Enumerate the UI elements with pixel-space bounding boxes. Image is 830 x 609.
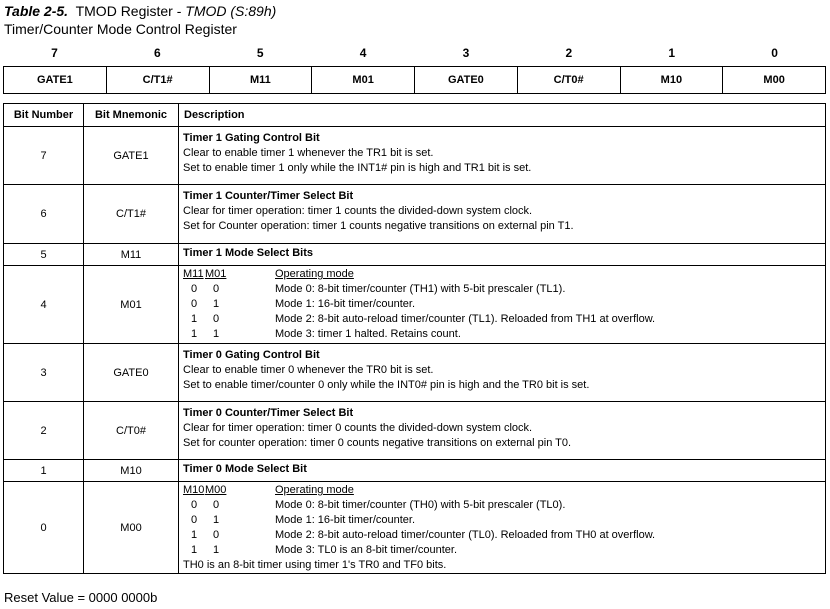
bit-number-cell: 6 bbox=[4, 185, 84, 244]
col-header-bit-number: Bit Number bbox=[4, 104, 84, 127]
mode-description: Mode 2: 8-bit auto-reload timer/counter (TL0). Reloaded from TH0 at overflow. bbox=[275, 529, 656, 541]
mode-bit-value: 0 bbox=[213, 529, 220, 541]
bit-number-cell: 1 bbox=[4, 460, 84, 482]
bit-mnemonic-cell: GATE0 bbox=[84, 344, 179, 402]
bit-number: 5 bbox=[256, 46, 264, 60]
register-name: TMOD Register - bbox=[75, 3, 186, 19]
mode-description: Mode 3: TL0 is an 8-bit timer/counter. bbox=[275, 544, 457, 556]
bit-number-cell: 0 bbox=[4, 482, 84, 574]
mode-description: Mode 0: 8-bit timer/counter (TH0) with 5-bit prescaler (TL0). bbox=[275, 499, 566, 511]
mode-bit-value: 1 bbox=[213, 298, 220, 310]
bit-number: 0 bbox=[771, 46, 778, 60]
mode-description: Mode 1: 16-bit timer/counter. bbox=[275, 298, 416, 310]
table-row bbox=[4, 185, 826, 244]
mode-row bbox=[183, 327, 821, 342]
bit-number: 3 bbox=[462, 46, 470, 60]
register-bit-cell: M00 bbox=[723, 67, 826, 94]
description-title: Timer 1 Gating Control Bit bbox=[183, 132, 320, 144]
mode-col-header: Operating mode bbox=[275, 484, 354, 496]
mode-bit-value: 1 bbox=[191, 529, 198, 541]
mode-row bbox=[183, 543, 821, 558]
register-bit-cell: M01 bbox=[312, 67, 415, 94]
description-line: Clear for timer operation: timer 0 counts the divided-down system clock. bbox=[183, 422, 533, 434]
bit-description-table bbox=[3, 103, 826, 574]
mode-row bbox=[183, 528, 821, 543]
table-title bbox=[4, 3, 276, 19]
mode-col-header: Operating mode bbox=[275, 268, 354, 280]
bit-mnemonic-cell: GATE1 bbox=[84, 127, 179, 185]
description-note: TH0 is an 8-bit timer using timer 1's TR0 and TF0 bits. bbox=[183, 559, 447, 571]
mode-row bbox=[183, 498, 821, 513]
bit-number: 6 bbox=[153, 46, 161, 60]
description-line: Set to enable timer 1 only while the INT1# pin is high and TR1 bit is set. bbox=[183, 162, 532, 174]
table-row bbox=[4, 244, 826, 266]
register-bit-cell: C/T0# bbox=[517, 67, 620, 94]
bit-number-cell: 2 bbox=[4, 402, 84, 460]
register-bit-row bbox=[4, 67, 826, 94]
mode-bit-value: 1 bbox=[191, 544, 198, 556]
register-bit-cell: M10 bbox=[620, 67, 723, 94]
bit-mnemonic-cell: M00 bbox=[84, 482, 179, 574]
reset-value: Reset Value = 0000 0000b bbox=[4, 590, 158, 605]
col-header-description: Description bbox=[179, 104, 826, 127]
table-row bbox=[4, 344, 826, 402]
bit-mnemonic-cell: C/T1# bbox=[84, 185, 179, 244]
register-bit-cell: C/T1# bbox=[106, 67, 209, 94]
bit-mnemonic-cell: M01 bbox=[84, 266, 179, 344]
mode-bit-value: 0 bbox=[191, 298, 198, 310]
mode-bit-value: 0 bbox=[213, 313, 220, 325]
bit-mnemonic-cell: C/T0# bbox=[84, 402, 179, 460]
description-title: Timer 1 Mode Select Bits bbox=[183, 247, 314, 259]
mode-bit-value: 1 bbox=[191, 328, 198, 340]
description-title: Timer 0 Gating Control Bit bbox=[183, 349, 320, 361]
register-ident: TMOD (S:89h) bbox=[185, 3, 277, 19]
bit-mnemonic-cell: M11 bbox=[84, 244, 179, 266]
mode-table-header bbox=[183, 267, 821, 282]
mode-bit-value: 1 bbox=[191, 313, 198, 325]
table-row bbox=[4, 127, 826, 185]
mode-col-header: M00 bbox=[205, 484, 227, 496]
mode-row bbox=[183, 297, 821, 312]
mode-description: Mode 3: timer 1 halted. Retains count. bbox=[275, 328, 461, 340]
bit-number: 1 bbox=[668, 46, 676, 60]
table-row bbox=[4, 460, 826, 482]
description-title: Timer 0 Mode Select Bit bbox=[183, 463, 307, 475]
description-cell bbox=[179, 344, 826, 402]
table-subtitle: Timer/Counter Mode Control Register bbox=[4, 21, 237, 37]
register-bit-cell: M11 bbox=[209, 67, 312, 94]
bit-number-row bbox=[3, 44, 826, 64]
mode-description: Mode 0: 8-bit timer/counter (TH1) with 5-bit prescaler (TL1). bbox=[275, 283, 566, 295]
mode-bit-value: 0 bbox=[191, 283, 198, 295]
bit-number: 2 bbox=[565, 46, 573, 60]
description-cell bbox=[179, 460, 826, 482]
mode-bit-value: 1 bbox=[213, 544, 220, 556]
bit-number-cell: 4 bbox=[4, 266, 84, 344]
bit-mnemonic-cell: M10 bbox=[84, 460, 179, 482]
mode-col-header: M01 bbox=[205, 268, 227, 280]
mode-bit-value: 1 bbox=[213, 514, 220, 526]
description-cell bbox=[179, 185, 826, 244]
description-cell bbox=[179, 127, 826, 185]
table-row bbox=[4, 266, 826, 344]
mode-description: Mode 1: 16-bit timer/counter. bbox=[275, 514, 416, 526]
header-row bbox=[4, 104, 826, 127]
bit-number: 4 bbox=[359, 46, 367, 60]
mode-bit-value: 0 bbox=[213, 283, 220, 295]
bit-number: 7 bbox=[51, 46, 58, 60]
mode-bit-value: 0 bbox=[191, 514, 198, 526]
description-title: Timer 1 Counter/Timer Select Bit bbox=[183, 190, 354, 202]
description-cell bbox=[179, 482, 826, 574]
description-line: Set for Counter operation: timer 1 counts negative transitions on external pin T1. bbox=[183, 220, 574, 232]
description-line: Set to enable timer/counter 0 only while the INT0# pin is high and the TR0 bit is set. bbox=[183, 379, 590, 391]
register-bit-cell: GATE1 bbox=[4, 67, 107, 94]
mode-bit-value: 0 bbox=[213, 499, 220, 511]
mode-row bbox=[183, 513, 821, 528]
mode-row bbox=[183, 312, 821, 327]
table-row bbox=[4, 482, 826, 574]
mode-col-header: M10 bbox=[183, 484, 205, 496]
description-line: Set for counter operation: timer 0 counts negative transitions on external pin T0. bbox=[183, 437, 572, 449]
description-cell bbox=[179, 266, 826, 344]
mode-bit-value: 0 bbox=[191, 499, 198, 511]
register-bit-cell: GATE0 bbox=[415, 67, 518, 94]
bit-number-cell: 7 bbox=[4, 127, 84, 185]
description-cell bbox=[179, 244, 826, 266]
description-line: Clear to enable timer 1 whenever the TR1 bit is set. bbox=[183, 147, 434, 159]
register-bit-map bbox=[3, 66, 826, 94]
mode-table-header bbox=[183, 483, 821, 498]
description-line: Clear to enable timer 0 whenever the TR0 bit is set. bbox=[183, 364, 434, 376]
bit-number-cell: 3 bbox=[4, 344, 84, 402]
mode-col-header: M11 bbox=[183, 268, 204, 280]
description-title: Timer 0 Counter/Timer Select Bit bbox=[183, 407, 354, 419]
description-cell bbox=[179, 402, 826, 460]
mode-description: Mode 2: 8-bit auto-reload timer/counter (TL1). Reloaded from TH1 at overflow. bbox=[275, 313, 656, 325]
description-line: Clear for timer operation: timer 1 counts the divided-down system clock. bbox=[183, 205, 533, 217]
table-label: Table 2-5. bbox=[4, 3, 69, 19]
table-row bbox=[4, 402, 826, 460]
mode-bit-value: 1 bbox=[213, 328, 220, 340]
bit-number-cell: 5 bbox=[4, 244, 84, 266]
col-header-bit-mnemonic: Bit Mnemonic bbox=[84, 104, 179, 127]
mode-row bbox=[183, 282, 821, 297]
